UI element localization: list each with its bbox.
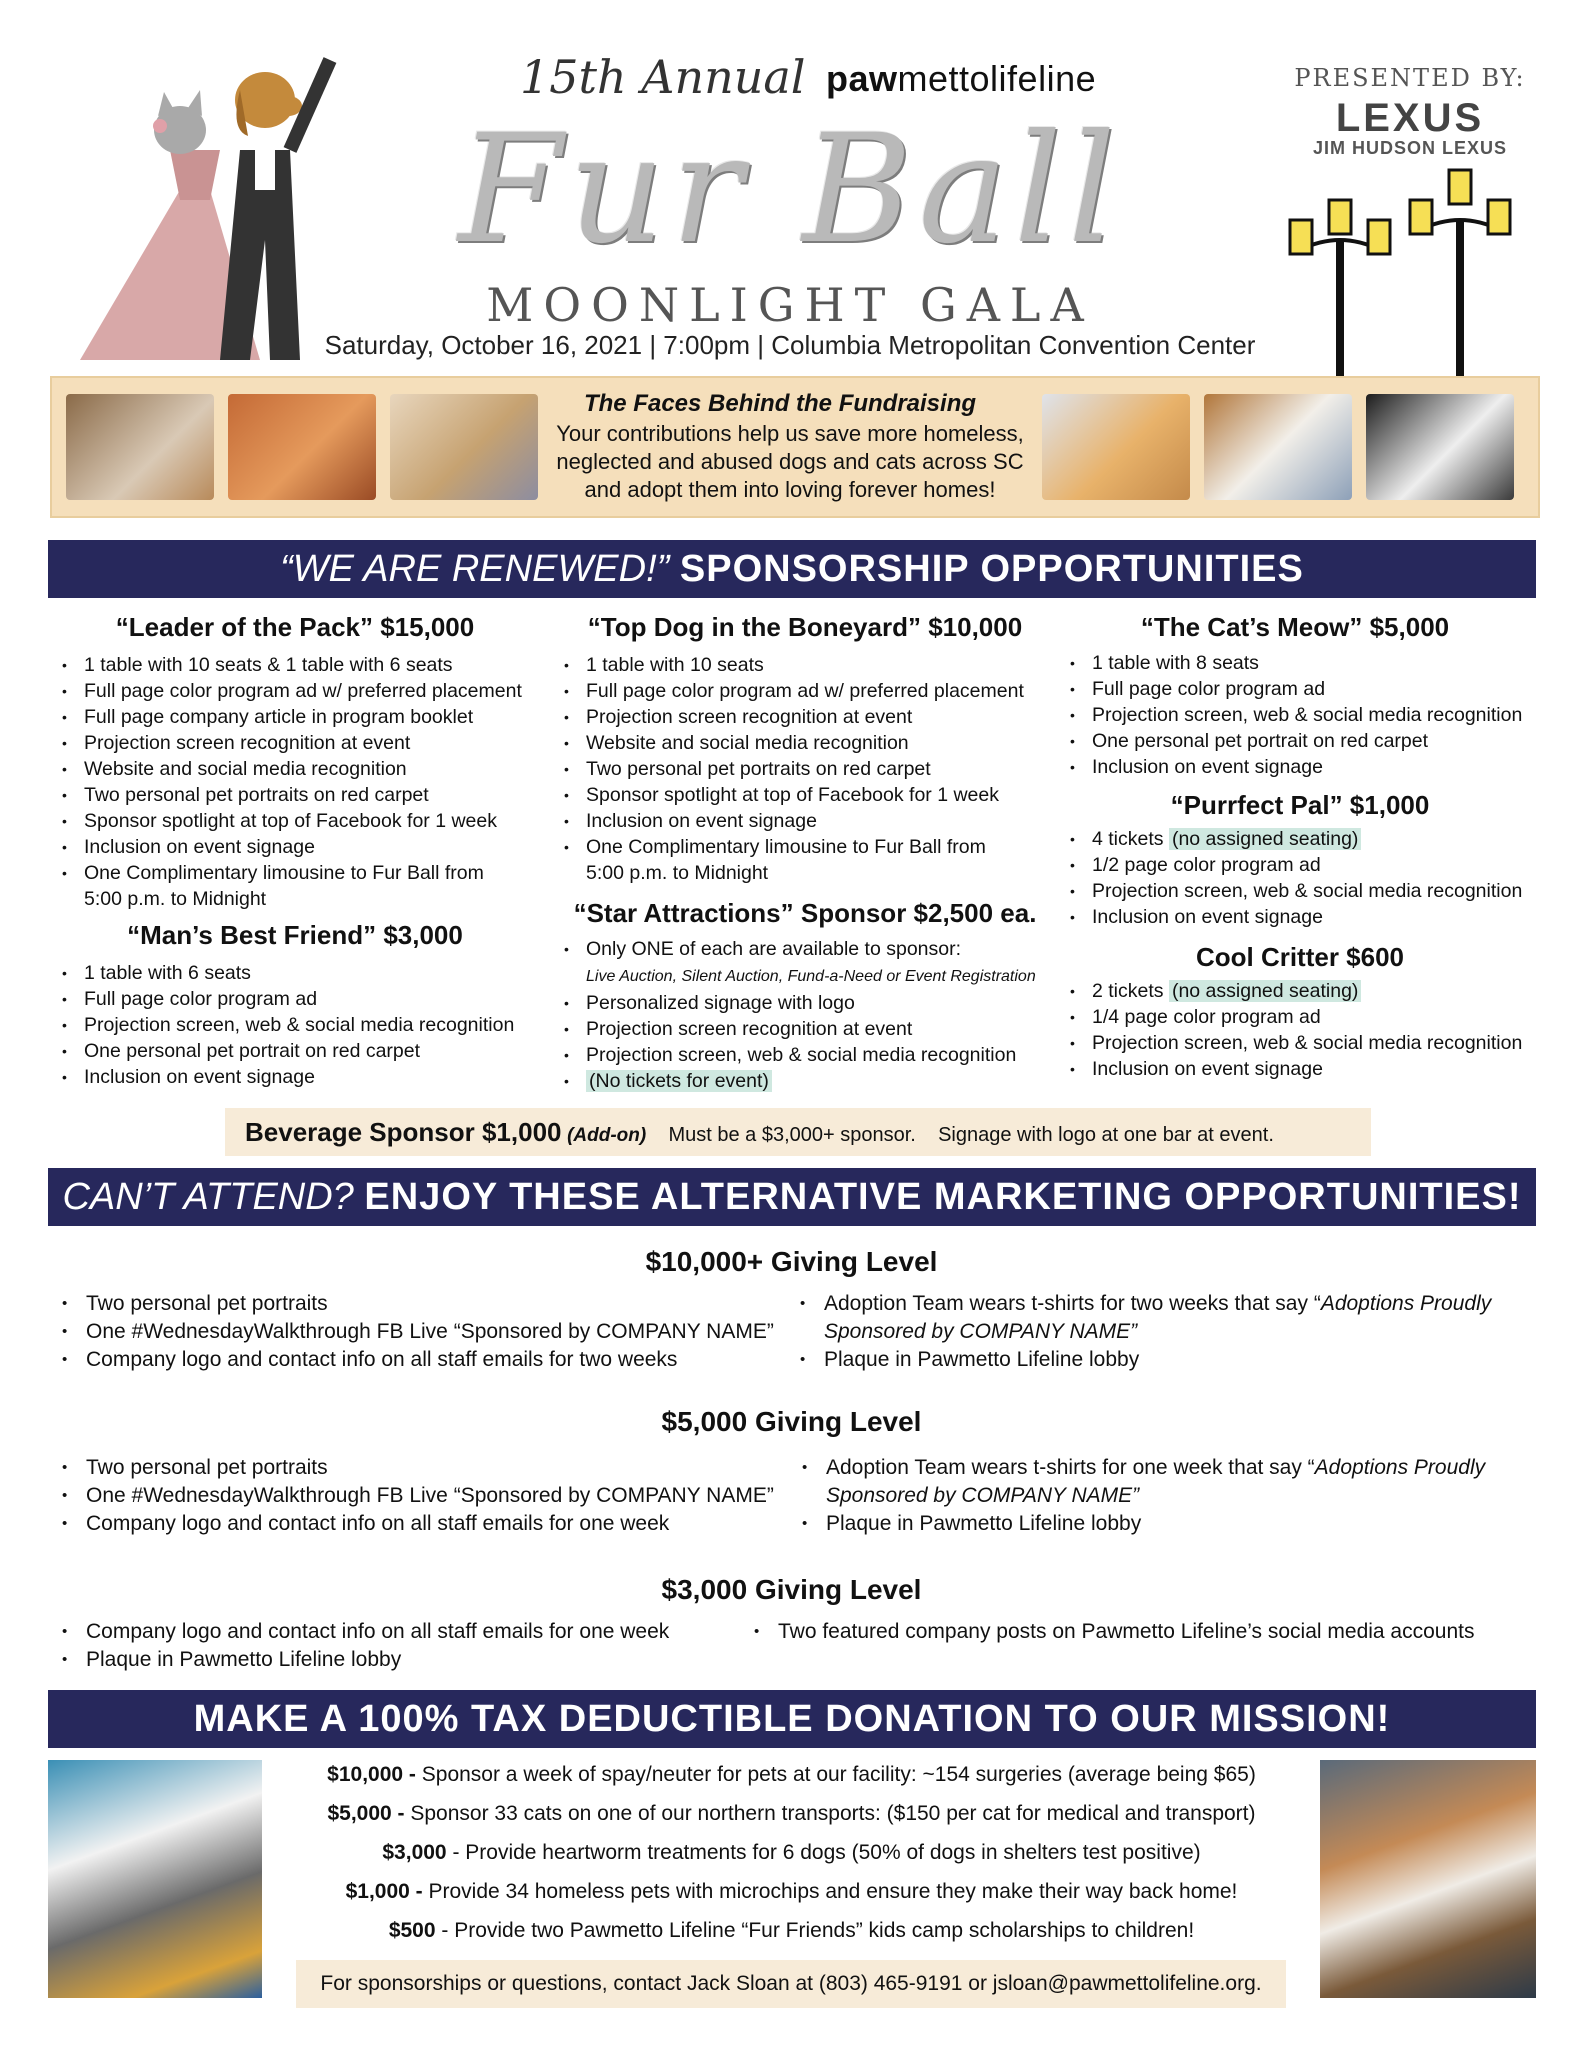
list-item: • Projection screen recognition at event [586,1016,1086,1042]
tier-leader-list [60,652,574,912]
beverage-requirement: Must be a $3,000+ sponsor. [668,1124,916,1146]
list-item: • Two personal pet portraits [86,1454,826,1482]
tshirt-text: Adoption Team wears t-shirts for two weeks that say “ [824,1292,1321,1315]
list-item: • 1 table with 8 seats [1092,650,1572,676]
puppy-photo [1204,394,1352,500]
purrfect-tickets: 4 tickets [1092,828,1164,850]
dog-photo-1 [66,394,214,500]
tier-mans-title: “Man’s Best Friend” $3,000 [127,920,463,950]
list-item-cont: 5:00 p.m. to Midnight [586,862,769,884]
list-item: • Company logo and contact info on all staff emails for one week [86,1618,786,1646]
donation-text: - Provide heartworm treatments for 6 dogs (50% of dogs in shelters test positive) [446,1841,1201,1864]
donation-item-3 [270,1834,1313,1872]
level-5k-title: $5,000 Giving Level [661,1406,922,1437]
list-item: • Projection screen, web & social media recognition [84,1012,574,1038]
list-item [826,1454,1556,1510]
list-item: • Two personal pet portraits [86,1290,826,1318]
list-item: • Full page color program ad w/ preferred placement [586,678,1086,704]
tier-purrfect-list [1068,826,1572,930]
banner2-italic: CAN’T ATTEND? [62,1176,354,1218]
level-5k-right-list [800,1454,1556,1538]
tier-leader-title: “Leader of the Pack” $15,000 [115,612,475,642]
list-item: • One #WednesdayWalkthrough FB Live “Sponsored by COMPANY NAME” [86,1482,826,1510]
list-item: • Projection screen, web & social media recognition [1092,1030,1572,1056]
star-first: Only ONE of each are available to sponsor: [586,938,962,960]
tshirt-text: Adoption Team wears t-shirts for one week that say “ [826,1456,1315,1479]
donation-item-4 [270,1873,1313,1911]
list-item: • Full page color program ad w/ preferred placement [84,678,574,704]
cat-photo-2 [1366,394,1514,500]
critter-highlight: (no assigned seating) [1169,980,1361,1002]
dog-photo-2 [390,394,538,500]
tier-mans-list [60,960,574,1090]
donation-banner [48,1690,1536,1748]
list-item: • Projection screen recognition at event [586,704,1086,730]
list-item: • Full page color program ad [84,986,574,1012]
contact-info: For sponsorships or questions, contact Jack Sloan at (803) 465-9191 or jsloan@pawmettolifeline.org. [296,1960,1286,2008]
level-5k-left-list [60,1454,826,1538]
list-item: • Projection screen, web & social media recognition [1092,702,1572,728]
tier-topdog-title: “Top Dog in the Boneyard” $10,000 [587,612,1023,642]
banner1-italic: “WE ARE RENEWED!” [280,548,670,590]
level-10k-left-list [60,1290,826,1374]
tier-cats-title: “The Cat’s Meow” $5,000 [1140,612,1450,642]
beverage-description: Signage with logo at one bar at event. [938,1124,1274,1146]
level-10k-title: $10,000+ Giving Level [645,1246,938,1277]
list-item: • Sponsor spotlight at top of Facebook for 1 week [586,782,1086,808]
donation-amount: $500 [388,1919,436,1942]
donation-text: - Provide two Pawmetto Lifeline “Fur Friends” kids camp scholarships to children! [435,1919,1195,1942]
level-10k-right-list [798,1290,1564,1374]
list-item: • Projection screen, web & social media recognition [586,1042,1086,1068]
donation-amount: $5,000 - [327,1802,405,1825]
list-item [1092,978,1572,1004]
list-item: • Projection screen recognition at event [84,730,574,756]
event-subtitle: MOONLIGHT GALA [486,278,1094,332]
star-note: Live Auction, Silent Auction, Fund-a-Need or Event Registration [586,968,1036,985]
sponsorship-banner [48,540,1536,598]
list-item: • One Complimentary limousine to Fur Ball from [586,834,1086,860]
dancing-cat-dog-illustration [60,40,350,370]
event-dateline: Saturday, October 16, 2021 | 7:00pm | Columbia Metropolitan Convention Center [324,330,1256,360]
tier-cats-list [1068,650,1572,780]
event-title: Fur Ball [458,103,1122,277]
cat-photo-1 [228,394,376,500]
list-item: • 1 table with 10 seats & 1 table with 6 seats [84,652,574,678]
banner2-bold: ENJOY THESE ALTERNATIVE MARKETING OPPORTUNITIES! [364,1176,1522,1218]
donation-text: Provide 34 homeless pets with microchips and ensure they make their way back home! [422,1880,1238,1903]
donation-text: Sponsor a week of spay/neuter for pets at our facility: ~154 surgeries (average being $65) [415,1763,1256,1786]
list-item: • Inclusion on event signage [586,808,1086,834]
critter-tickets: 2 tickets [1092,980,1164,1002]
tshirt-quote: Adoptions Proudly Sponsored by COMPANY NAME” [826,1456,1486,1507]
banner3-bold: MAKE A 100% TAX DEDUCTIBLE DONATION TO OUR MISSION! [193,1698,1391,1740]
tshirt-quote: Adoptions Proudly Sponsored by COMPANY NAME” [824,1292,1492,1343]
alternative-marketing-banner [48,1168,1536,1226]
list-item: • Inclusion on event signage [1092,754,1572,780]
list-item: • Personalized signage with logo [586,990,1086,1016]
donation-item-2 [270,1795,1313,1833]
list-item: • 1 table with 6 seats [84,960,574,986]
list-item: • Full page company article in program booklet [84,704,574,730]
tier-critter-list [1068,978,1572,1082]
beverage-addon: (Add-on) [567,1125,647,1146]
kitten-photo [1042,394,1190,500]
faces-text: Your contributions help us save more homeless, neglected and abused dogs and cats across SC and adopt them into loving forever homes! [556,421,1024,502]
list-item: • Full page color program ad [1092,676,1572,702]
list-item: • Company logo and contact info on all staff emails for one week [86,1510,826,1538]
donation-amount: $1,000 - [345,1880,423,1903]
list-item: • 1/2 page color program ad [1092,852,1572,878]
org-logo-paw: paw [826,58,898,99]
list-item: • One #WednesdayWalkthrough FB Live “Sponsored by COMPANY NAME” [86,1318,826,1346]
org-logo-rest: mettolifeline [897,58,1097,99]
donation-text: Sponsor 33 cats on one of our northern transports: ($150 per cat for medical and transport) [404,1802,1256,1825]
donation-amount: $3,000 [382,1841,447,1864]
lexus-logo: LEXUS [1335,96,1485,140]
list-item: • Sponsor spotlight at top of Facebook for 1 week [84,808,574,834]
org-logo [826,58,1096,100]
tier-topdog-list [562,652,1086,886]
faces-title: The Faces Behind the Fundraising [583,390,977,417]
list-item: • 1 table with 10 seats [586,652,1086,678]
star-highlight: (No tickets for event) [586,1070,772,1092]
list-item-cont: 5:00 p.m. to Midnight [84,888,267,910]
list-item: • One personal pet portrait on red carpet [84,1038,574,1064]
level-3k-right-list [752,1618,1568,1646]
list-item: • Two personal pet portraits on red carpet [586,756,1086,782]
sponsor-name: JIM HUDSON LEXUS [1312,138,1508,158]
list-item: • Website and social media recognition [84,756,574,782]
list-item: • Projection screen, web & social media recognition [1092,878,1572,904]
list-item: • Two featured company posts on Pawmetto Lifeline’s social media accounts [778,1618,1568,1646]
beverage-sponsor-box [225,1108,1371,1156]
list-item: • Plaque in Pawmetto Lifeline lobby [826,1510,1556,1538]
tier-star-title: “Star Attractions” Sponsor $2,500 ea. [573,898,1037,928]
donation-item-5 [270,1912,1313,1950]
list-item [586,1068,1086,1094]
street-lamps-illustration [1280,160,1540,380]
list-item [586,936,1086,990]
dog-photo-bottom [1320,1760,1536,1998]
tier-star-list [562,936,1086,1094]
tier-critter-title: Cool Critter $600 [1195,942,1405,972]
list-item: • One personal pet portrait on red carpet [1092,728,1572,754]
list-item: • Two personal pet portraits on red carpet [84,782,574,808]
tier-purrfect-title: “Purrfect Pal” $1,000 [1170,790,1430,820]
list-item: • Company logo and contact info on all staff emails for two weeks [86,1346,826,1374]
purrfect-highlight: (no assigned seating) [1169,828,1361,850]
presented-by-label: PRESENTED BY: [1294,64,1526,92]
list-item [824,1290,1564,1346]
cat-photo-bottom [48,1760,262,1998]
list-item: • Inclusion on event signage [1092,1056,1572,1082]
donation-amount: $10,000 - [327,1763,416,1786]
donation-item-1 [270,1756,1313,1794]
list-item: • Inclusion on event signage [1092,904,1572,930]
list-item: • Inclusion on event signage [84,834,574,860]
list-item: • Plaque in Pawmetto Lifeline lobby [824,1346,1564,1374]
list-item: • Website and social media recognition [586,730,1086,756]
banner1-bold: SPONSORSHIP OPPORTUNITIES [679,548,1304,590]
list-item: • One Complimentary limousine to Fur Ball from [84,860,574,886]
list-item: • Plaque in Pawmetto Lifeline lobby [86,1646,786,1674]
annual-label: 15th Annual [520,50,806,104]
list-item [1092,826,1572,852]
list-item: • 1/4 page color program ad [1092,1004,1572,1030]
level-3k-left-list [60,1618,786,1674]
beverage-title: Beverage Sponsor $1,000 [245,1117,562,1147]
list-item: • Inclusion on event signage [84,1064,574,1090]
level-3k-title: $3,000 Giving Level [661,1574,922,1605]
